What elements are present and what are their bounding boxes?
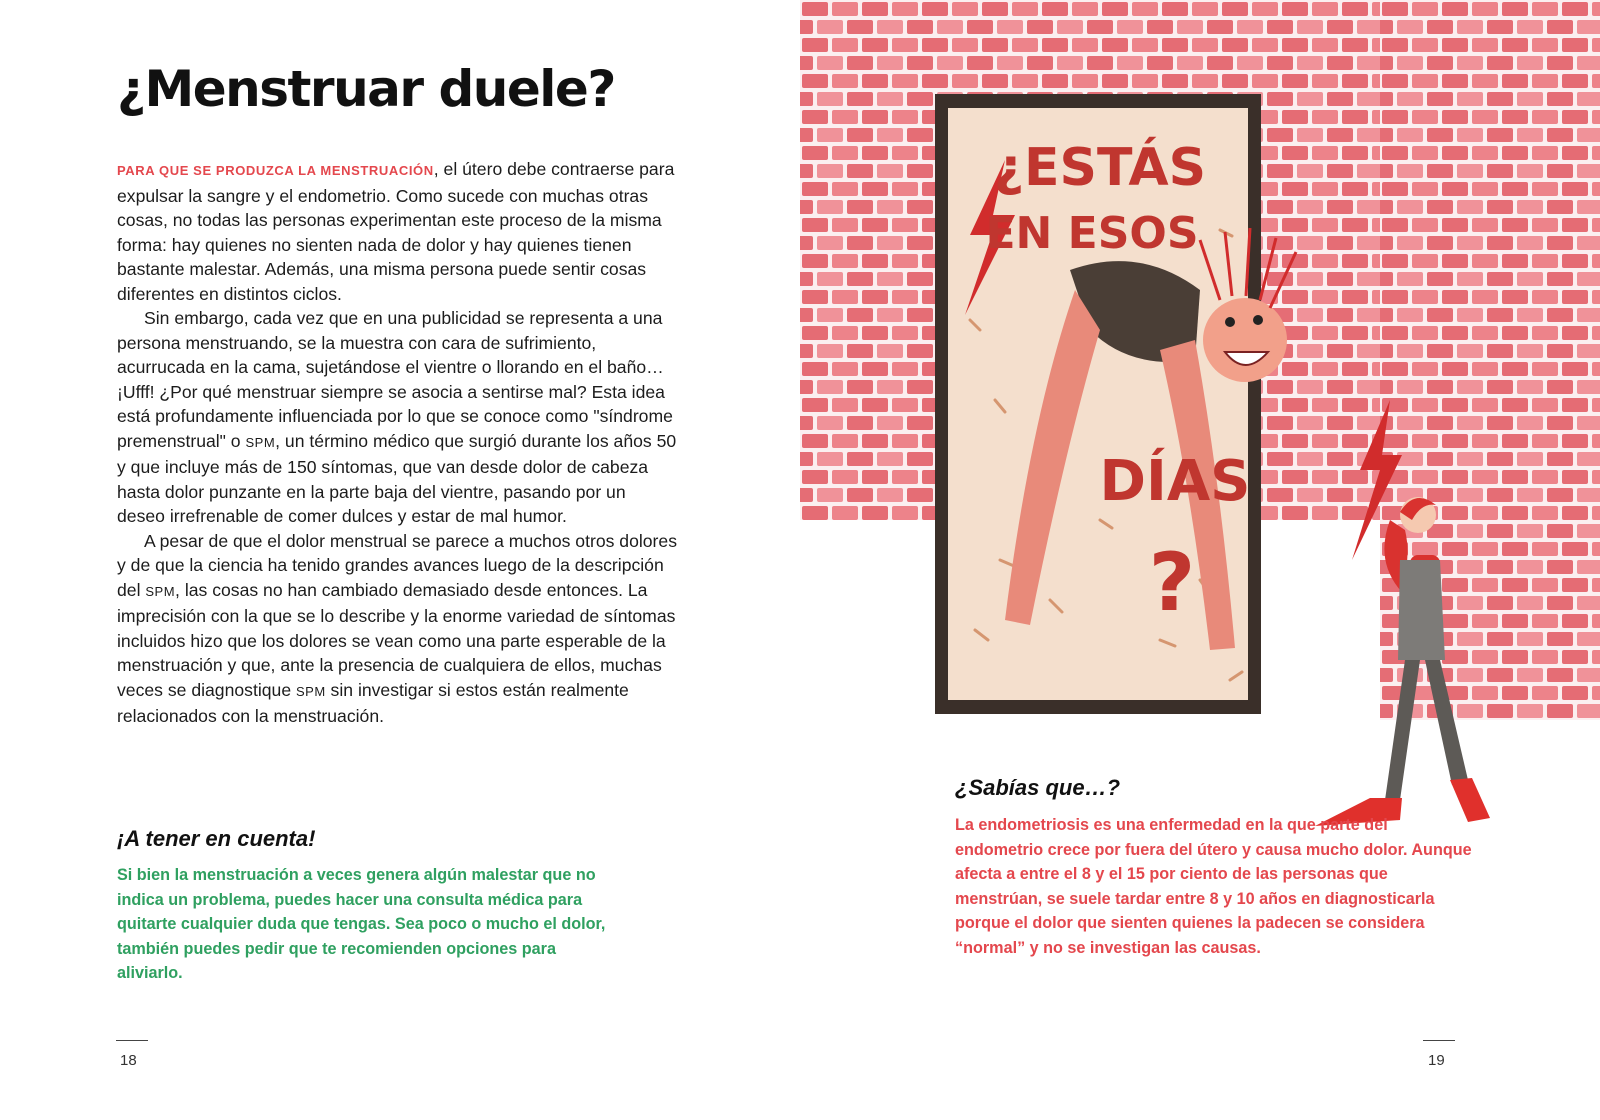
right-page xyxy=(800,0,1600,1120)
note-text-did-you-know: La endometriosis es una enfermedad en la que parte del endometrio crece por fuera del útero y causa mucho dolor. Aunque afecta a entre el 8 y el 15 por ciento de las personas que menstrúan, se suele tardar entre 8 y 10 años en diagnosticarla porque el dolor que sienten quienes la padecen se considera “normal” y no se investigan las causas. xyxy=(955,816,1472,957)
paragraph-1-text: , el útero debe contraerse para expulsar la sangre y el endometrio. Como sucede con muchas otras cosas, no todas las personas experimentan este proceso de la misma forma: hay quienes no sienten nada de dolor y hay quienes tienen bastante malestar. Además, una misma persona puede sentir cosas diferentes en distintos ciclos. xyxy=(117,159,675,304)
paragraph-2-text-a: Sin embargo, cada vez que en una publicidad se representa a una persona menstruando, se la muestra con cara de sufrimiento, acurrucada en la cama, sujetándose el vientre o llorando en el baño… ¡Ufff! ¿Por qué menstruar siempre se asocia a sentirse mal? Esta idea está profundamente influenciada por lo que se conoce como "síndrome premenstrual" o xyxy=(117,308,673,451)
paragraph-2-text-b: , un término médico que surgió durante los años 50 y que incluye más de 150 síntomas, que van desde dolor de cabeza hasta dolor punzante en la parte baja del vientre, pasando por un deseo irrefrenable de comer dulces y estar de mal humor. xyxy=(117,430,677,526)
folio-rule xyxy=(1423,1040,1455,1041)
acronym-spm: SPM xyxy=(296,683,326,699)
poster-line-1: ¿ESTÁS xyxy=(993,138,1207,198)
acronym-spm: SPM xyxy=(145,583,176,599)
poster-line-4: ? xyxy=(1148,536,1196,629)
acronym-spm: SPM xyxy=(245,434,276,450)
paragraph-2 xyxy=(117,306,677,529)
paragraph-3-text-c: sin investigar si estos están realmente relacionados con la menstruación. xyxy=(117,679,629,726)
body-text xyxy=(117,157,677,729)
lead-in: PARA QUE SE PRODUZCA LA MENSTRUACIÓN xyxy=(117,163,434,178)
paragraph-3 xyxy=(117,529,677,729)
page-title: ¿Menstruar duele? xyxy=(117,60,615,118)
paragraph-1 xyxy=(117,157,677,306)
paragraph-3-text-a: A pesar de que el dolor menstrual se parece a muchos otros dolores y de que la ciencia ha tenido grandes avances luego de la descripción del xyxy=(117,530,678,600)
poster-illustration xyxy=(800,0,1600,880)
poster-line-2: EN ESOS xyxy=(985,208,1199,259)
paragraph-3-text-b: , las cosas no han cambiado demasiado desde entonces. La imprecisión con la que se lo describe y la enorme variedad de síntomas incluidos hizo que los dolores se vean como una parte esperable de la menstruación y que, ante la presencia de cualquiera de ellos, muchas veces se diagnostique xyxy=(117,579,676,700)
folio-rule xyxy=(116,1040,148,1041)
page-number-right: 19 xyxy=(1428,1052,1445,1069)
page-number-left: 18 xyxy=(120,1052,137,1069)
note-heading-tip: ¡A tener en cuenta! xyxy=(117,826,316,851)
girl-walking-illustration xyxy=(1315,497,1490,826)
note-heading-did-you-know: ¿Sabías que…? xyxy=(955,775,1121,800)
poster-line-3: DÍAS xyxy=(1099,449,1251,514)
note-text-tip: Si bien la menstruación a veces genera algún malestar que no indica un problema, puedes hacer una consulta médica para quitarte cualquier duda que tengas. Sea poco o mucho el dolor, también puedes pedir que te recomienden opciones para aliviarlo. xyxy=(117,866,606,982)
